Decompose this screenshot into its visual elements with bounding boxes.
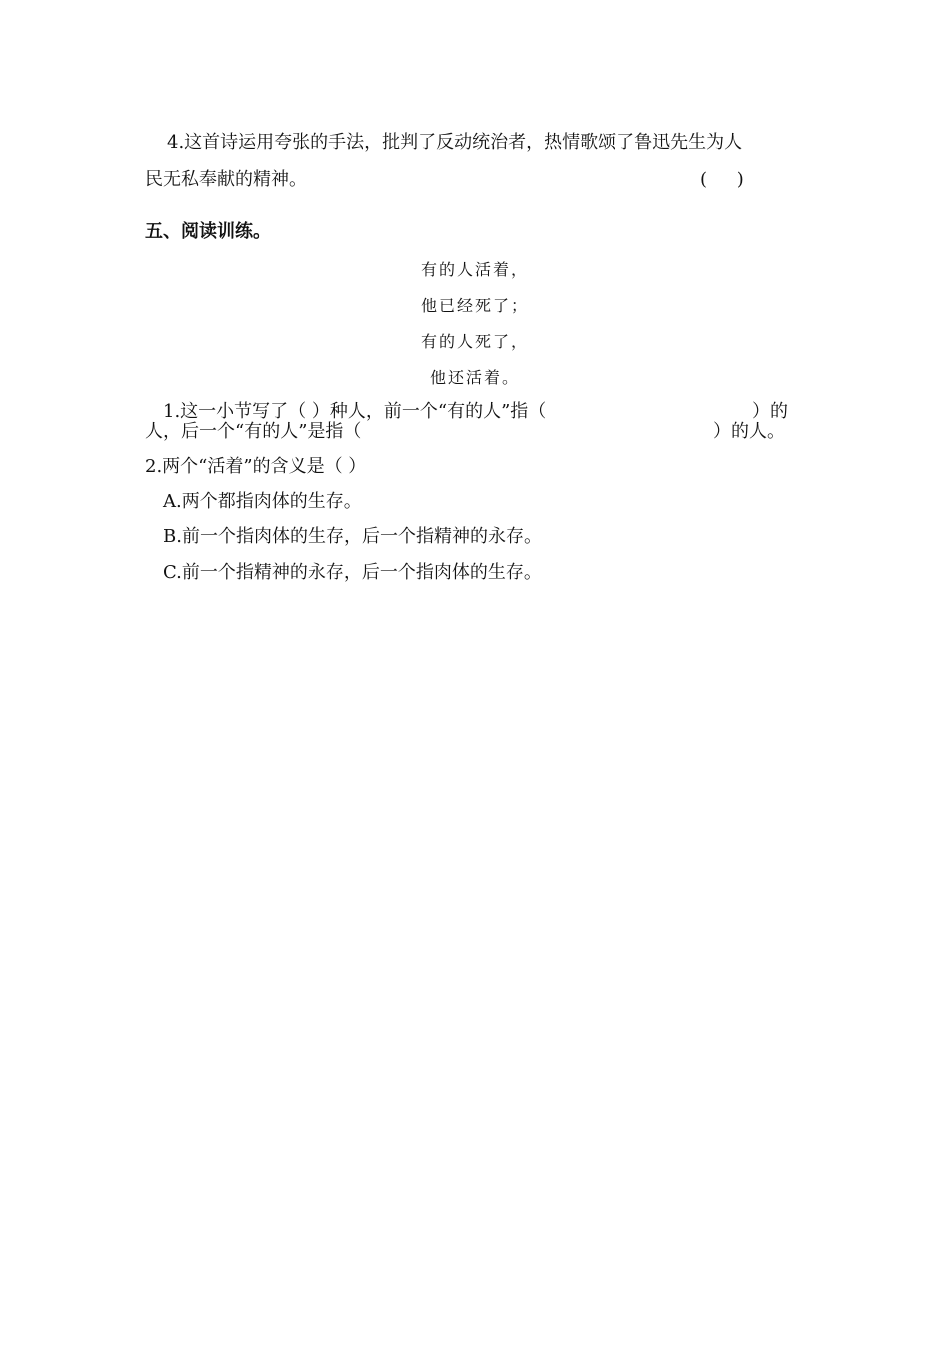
question-4-line-1: 4.这首诗运用夸张的手法，批判了反动统治者，热情歌颂了鲁迅先生为人 bbox=[167, 132, 743, 153]
question-1-line-2-end: ）的人。 bbox=[713, 421, 785, 442]
poem-line-3: 有的人死了， bbox=[420, 332, 529, 351]
question-2-option-c: C.前一个指精神的永存，后一个指肉体的生存。 bbox=[163, 562, 542, 583]
question-2-option-b: B.前一个指肉体的生存，后一个指精神的永存。 bbox=[163, 526, 542, 547]
poem-line-2: 他已经死了； bbox=[420, 296, 529, 315]
section-5-heading: 五、阅读训练。 bbox=[145, 221, 271, 242]
question-4-answer-blank: ( ) bbox=[700, 169, 756, 190]
question-1-line-1: 1.这一小节写了（ ）种人，前一个“有的人”指（ bbox=[163, 401, 547, 422]
question-1-line-2: 人，后一个“有的人”是指（ bbox=[145, 421, 362, 442]
poem-line-1: 有的人活着， bbox=[420, 260, 529, 279]
question-2-option-a: A.两个都指肉体的生存。 bbox=[163, 491, 362, 512]
question-2-stem: 2.两个“活着”的含义是（ ） bbox=[145, 456, 367, 477]
question-1-line-1-end: ）的 bbox=[752, 401, 788, 422]
question-4-line-2: 民无私奉献的精神。 bbox=[145, 169, 307, 190]
poem-line-4: 他还活着。 bbox=[429, 368, 520, 387]
